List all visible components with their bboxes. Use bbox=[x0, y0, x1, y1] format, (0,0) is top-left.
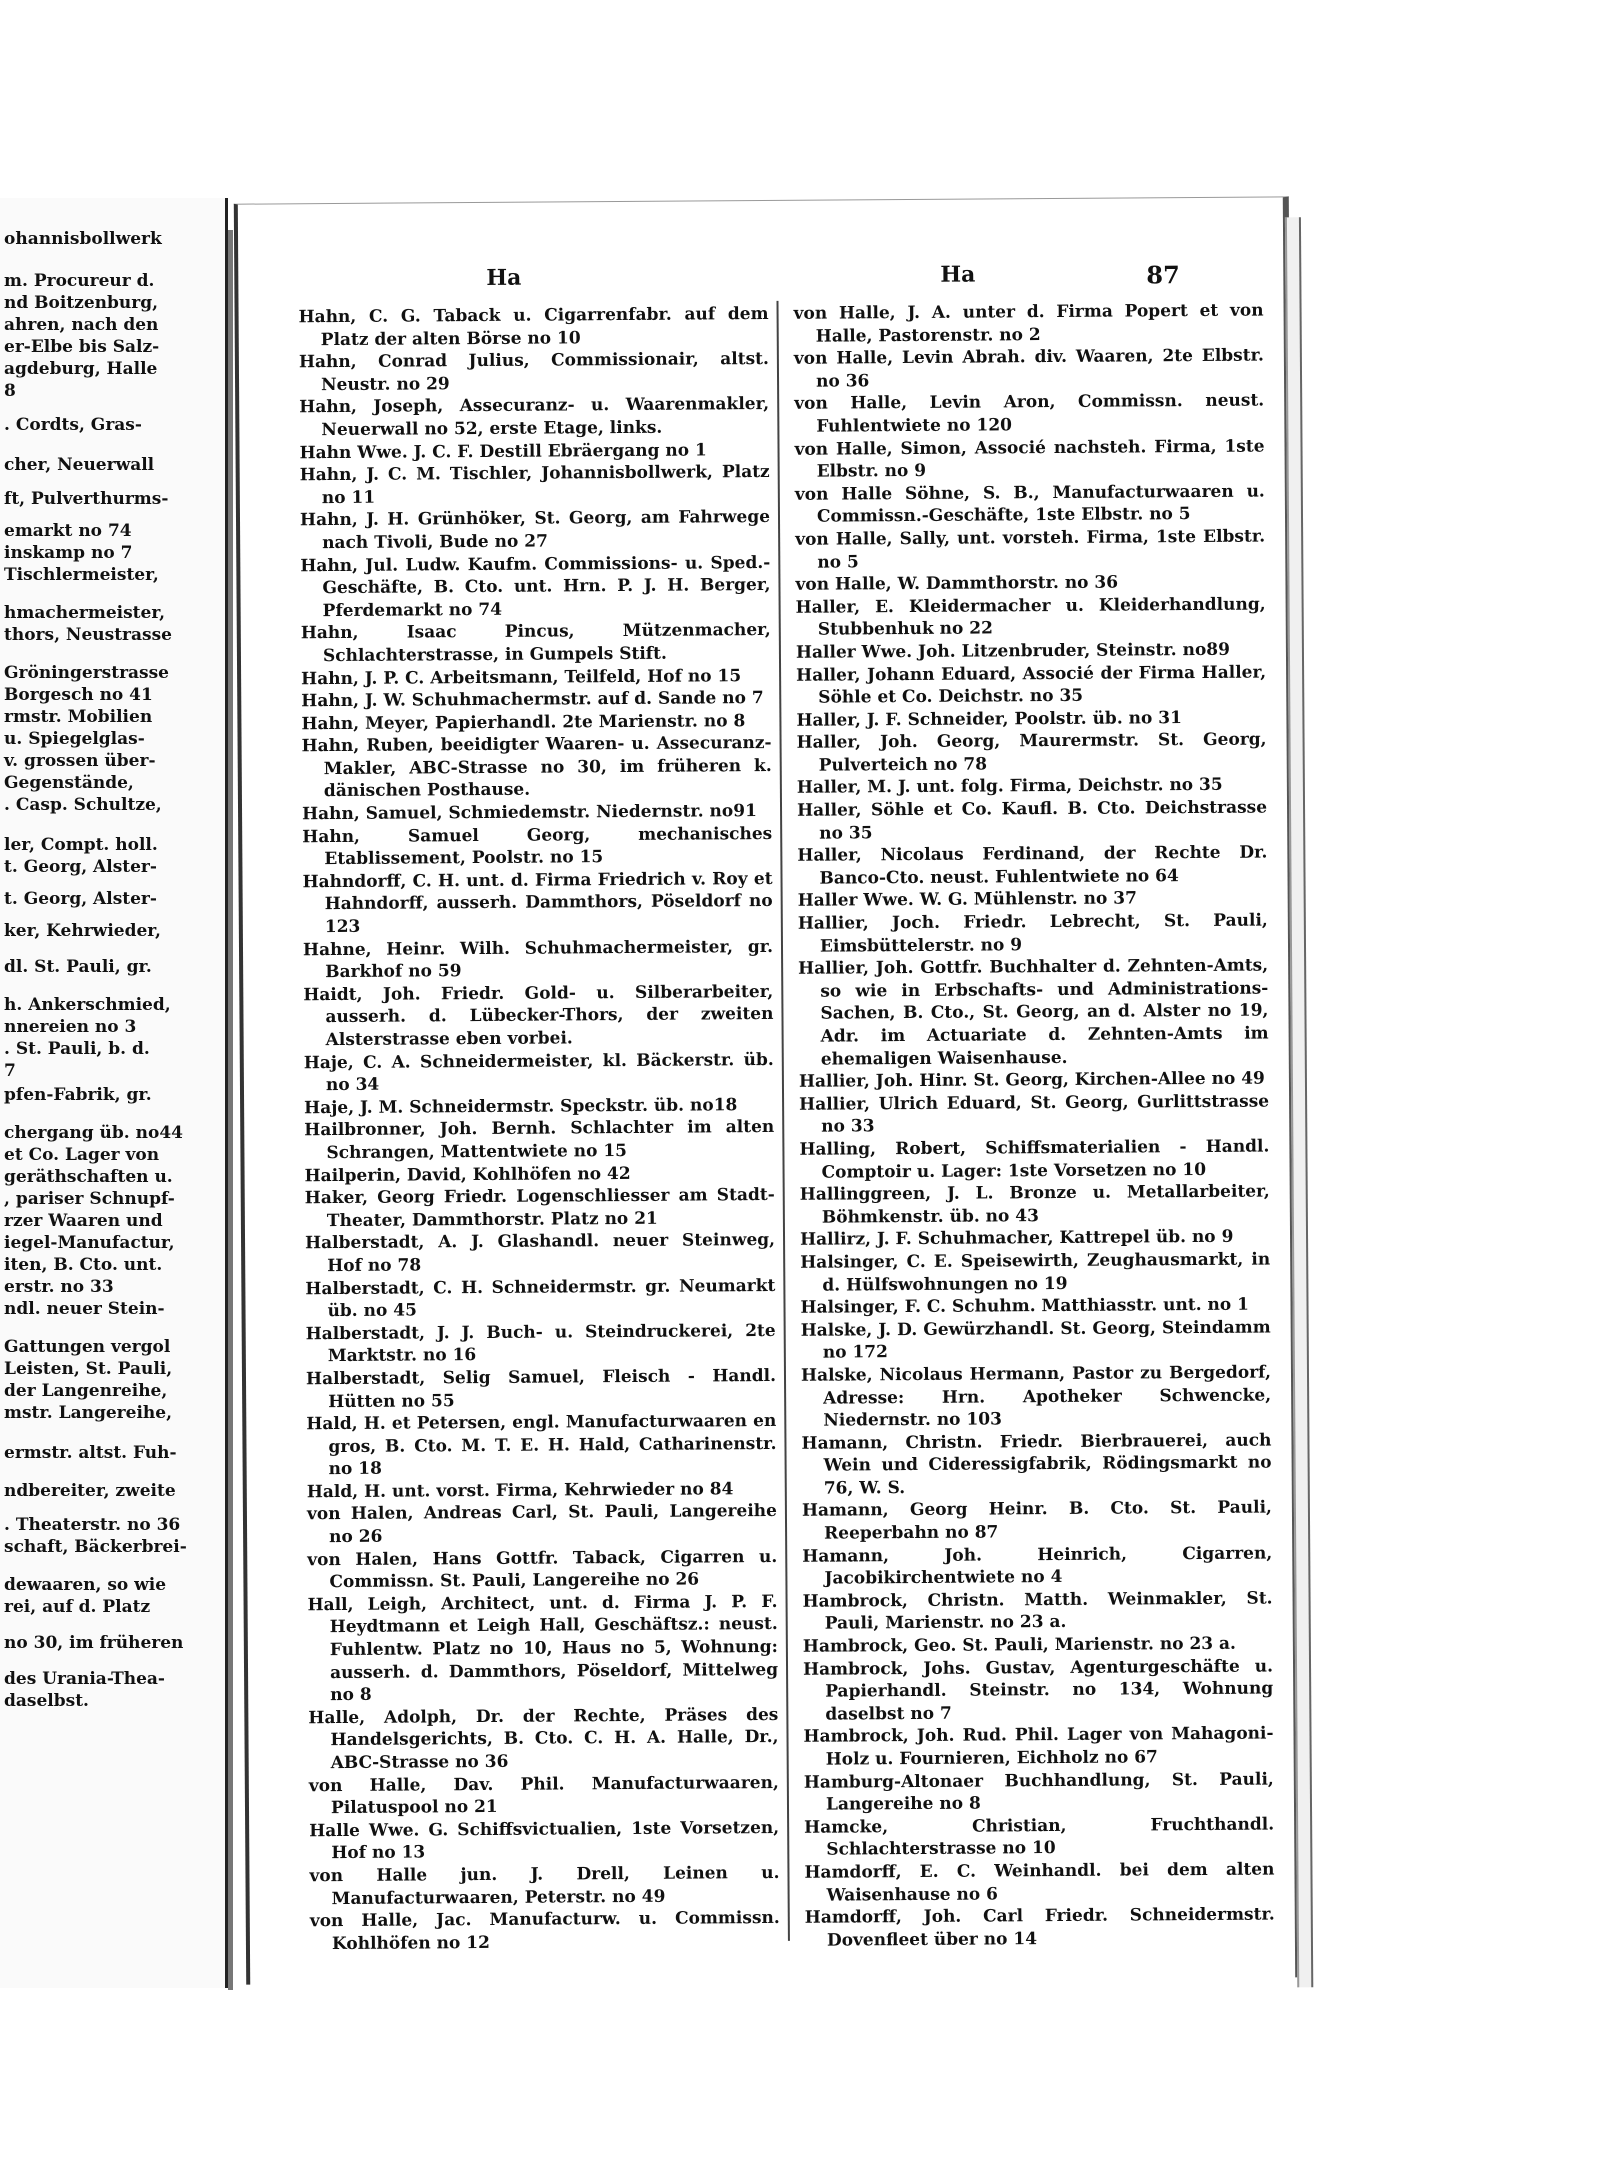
left-page-text-fragment: Tischlermeister, bbox=[4, 565, 159, 585]
directory-entry: Hald, H. unt. vorst. Firma, Kehrwieder no 84 bbox=[306, 1479, 734, 1503]
left-page-text-fragment: t. Georg, Alster- bbox=[4, 857, 157, 877]
left-page-text-fragment: ler, Compt. holl. bbox=[4, 835, 158, 855]
column-divider bbox=[776, 301, 789, 1941]
left-page-text-fragment: dl. St. Pauli, gr. bbox=[4, 957, 152, 977]
left-page-text-fragment: t. Georg, Alster- bbox=[4, 889, 157, 909]
directory-entry: Hamdorff, Joh. Carl Friedr. Schneidermstr. Dovenfleet über no 14 bbox=[804, 1904, 1275, 1951]
directory-entry: Hambrock, Geo. St. Pauli, Marienstr. no 23 a. bbox=[802, 1633, 1237, 1657]
left-page-text-fragment: nd Boitzenburg, bbox=[4, 293, 159, 313]
directory-entry: Hald, H. et Petersen, engl. Manufacturwaaren en gros, B. Cto. M. T. E. H. Hald, Catharinenstr. no 18 bbox=[306, 1411, 777, 1480]
directory-entry: Hamann, Christn. Friedr. Bierbrauerei, auch Wein und Cideressigfabrik, Rödingsmarkt no 76, W. S. bbox=[801, 1430, 1272, 1499]
directory-entry: Hahne, Heinr. Wilh. Schuhmachermeister, gr. Barkhof no 59 bbox=[302, 936, 774, 983]
directory-entry: von Halle Söhne, S. B., Manufacturwaaren u. Commissn.-Geschäfte, 1ste Elbstr. no 5 bbox=[794, 481, 1265, 527]
left-page-text-fragment: schaft, Bäckerbrei- bbox=[4, 1537, 187, 1557]
directory-entry: von Halle, Simon, Associé nachsteh. Firma, 1ste Elbstr. no 9 bbox=[794, 436, 1265, 482]
directory-entry: Hahn, Samuel Georg, mechanisches Etablissement, Poolstr. no 15 bbox=[302, 823, 773, 870]
left-page-text-fragment: geräthschaften u. bbox=[4, 1167, 173, 1187]
left-page-text-fragment: . Casp. Schultze, bbox=[4, 795, 162, 815]
header-left-letters: Ha bbox=[486, 264, 522, 291]
directory-entry: Haller, E. Kleidermacher u. Kleiderhandlung, Stubbenhuk no 22 bbox=[795, 594, 1266, 640]
directory-entry: Hahndorff, C. H. unt. d. Firma Friedrich v. Roy et Hahndorff, ausserh. Dammthors, Pöseldorf no 123 bbox=[302, 868, 773, 938]
left-page-text-fragment: Borgesch no 41 bbox=[4, 685, 153, 705]
directory-entry: Hamburg-Altonaer Buchhandlung, St. Pauli, Langereihe no 8 bbox=[803, 1769, 1274, 1815]
directory-entry: von Halen, Hans Gottfr. Taback, Cigarren u. Commissn. St. Pauli, Langereihe no 26 bbox=[307, 1546, 778, 1593]
directory-entry: Hahn, J. H. Grünhöker, St. Georg, am Fahrwege nach Tivoli, Bude no 27 bbox=[299, 507, 771, 554]
directory-entry: Hahn, Samuel, Schmiedemstr. Niedernstr. no91 bbox=[301, 801, 757, 825]
directory-entry: Hamann, Joh. Heinrich, Cigarren, Jacobikirchentwiete no 4 bbox=[802, 1543, 1273, 1589]
directory-entry: von Halle, Levin Aron, Commissn. neust. Fuhlentwiete no 120 bbox=[794, 390, 1265, 437]
left-page-text-fragment: chergang üb. no44 bbox=[4, 1123, 183, 1143]
right-column bbox=[794, 300, 1276, 1953]
left-page-text-fragment: ndbereiter, zweite bbox=[4, 1481, 176, 1501]
left-page-text-fragment: agdeburg, Halle bbox=[4, 359, 158, 379]
directory-entry: Halberstadt, Selig Samuel, Fleisch - Handl. Hütten no 55 bbox=[305, 1365, 777, 1412]
directory-entry: Halle, Adolph, Dr. der Rechte, Präses des Handelsgerichts, B. Cto. C. H. A. Halle, Dr., ABC-Strasse no 36 bbox=[308, 1704, 779, 1774]
directory-entry: Hailperin, David, Kohlhöfen no 42 bbox=[304, 1163, 631, 1186]
left-page-text-fragment: ndl. neuer Stein- bbox=[4, 1299, 165, 1319]
directory-entry: Halle Wwe. G. Schiffsvictualien, 1ste Vorsetzen, Hof no 13 bbox=[309, 1817, 780, 1864]
directory-entry: Hahn, Conrad Julius, Commissionair, altst. Neustr. no 29 bbox=[298, 349, 769, 395]
left-page-text-fragment: nnereien no 3 bbox=[4, 1017, 137, 1037]
left-page-text-fragment: iten, B. Cto. unt. bbox=[4, 1255, 163, 1275]
directory-entry: Halberstadt, C. H. Schneidermstr. gr. Neumarkt üb. no 45 bbox=[305, 1275, 776, 1322]
left-page-text-fragment: , pariser Schnupf- bbox=[4, 1189, 175, 1209]
directory-entry: Haller, Johann Eduard, Associé der Firma Haller, Söhle et Co. Deichstr. no 35 bbox=[796, 662, 1267, 708]
directory-entry: Haller Wwe. Joh. Litzenbruder, Steinstr. no89 bbox=[795, 639, 1230, 663]
directory-entry: Hahn, C. G. Taback u. Cigarrenfabr. auf dem Platz der alten Börse no 10 bbox=[298, 303, 769, 350]
directory-entry: Hailbronner, Joh. Bernh. Schlachter im alten Schrangen, Mattentwiete no 15 bbox=[304, 1117, 775, 1164]
directory-entry: Hall, Leigh, Architect, unt. d. Firma J. P. F. Heydtmann et Leigh Hall, Geschäftsz.: neust. Fuhlentw. Platz no 10, Haus no 5, Wohnung: ausserh. d. Dammthors, Pöseldorf, Mittelweg no 8 bbox=[307, 1591, 779, 1706]
directory-entry: von Halle, Sally, unt. vorsteh. Firma, 1ste Elbstr. no 5 bbox=[795, 526, 1266, 573]
left-page-text-fragment: daselbst. bbox=[4, 1691, 89, 1711]
left-page-text-fragment: hmachermeister, bbox=[4, 603, 165, 623]
directory-entry: Haje, C. A. Schneidermeister, kl. Bäckerstr. üb. no 34 bbox=[303, 1049, 774, 1096]
directory-entry: Halberstadt, A. J. Glashandl. neuer Steinweg, Hof no 78 bbox=[304, 1230, 776, 1277]
directory-entry: von Halle, Dav. Phil. Manufacturwaaren, Pilatuspool no 21 bbox=[308, 1772, 779, 1819]
directory-entry: Hambrock, Johs. Gustav, Agenturgeschäfte u. Papierhandl. Steinstr. no 134, Wohnung daselbst no 7 bbox=[802, 1656, 1274, 1725]
directory-entry: Haller, Nicolaus Ferdinand, der Rechte Dr. Banco-Cto. neust. Fuhlentwiete no 64 bbox=[797, 842, 1268, 889]
directory-entry: Hahn, Jul. Ludw. Kaufm. Commissions- u. Sped.-Geschäfte, B. Cto. unt. Hrn. P. J. H. Berger, Pferdemarkt no 74 bbox=[300, 552, 771, 621]
left-page-text-fragment: rei, auf d. Platz bbox=[4, 1597, 151, 1617]
left-page-text-fragment: cher, Neuerwall bbox=[4, 455, 155, 475]
left-page-text-fragment: er-Elbe bis Salz- bbox=[4, 337, 160, 357]
left-page-text-fragment: 8 bbox=[4, 381, 16, 401]
left-page-text-fragment: Gattungen vergol bbox=[4, 1337, 171, 1357]
page-number: 87 bbox=[1146, 260, 1180, 290]
left-page-text-fragment: rzer Waaren und bbox=[4, 1211, 163, 1231]
directory-page bbox=[234, 196, 1301, 1984]
left-page-text-fragment: Leisten, St. Pauli, bbox=[4, 1359, 173, 1379]
left-page-text-fragment: des Urania-Thea- bbox=[4, 1669, 165, 1689]
left-page-text-fragment: dewaaren, so wie bbox=[4, 1575, 167, 1595]
directory-entry: Hallier, Ulrich Eduard, St. Georg, Gurlittstrasse no 33 bbox=[799, 1091, 1270, 1138]
directory-entry: Haje, J. M. Schneidermstr. Speckstr. üb. no18 bbox=[304, 1094, 738, 1119]
directory-entry: Hallier, Joch. Friedr. Lebrecht, St. Pauli, Eimsbüttelerstr. no 9 bbox=[797, 910, 1268, 957]
directory-entry: von Halle, W. Dammthorstr. no 36 bbox=[795, 572, 1119, 595]
directory-entry: Hamann, Georg Heinr. B. Cto. St. Pauli, Reeperbahn no 87 bbox=[801, 1497, 1272, 1544]
directory-entry: von Halle, J. A. unter d. Firma Popert et von Halle, Pastorenstr. no 2 bbox=[793, 300, 1264, 347]
left-page-text-fragment: . St. Pauli, b. d. bbox=[4, 1039, 150, 1059]
directory-entry: von Halen, Andreas Carl, St. Pauli, Langereihe no 26 bbox=[306, 1501, 778, 1548]
left-page-fragment bbox=[0, 198, 228, 1988]
directory-entry: Hahn, J. P. C. Arbeitsmann, Teilfeld, Hof no 15 bbox=[301, 665, 742, 689]
left-column bbox=[299, 303, 781, 1956]
directory-entry: von Halle, Levin Abrah. div. Waaren, 2te Elbstr. no 36 bbox=[793, 345, 1264, 392]
directory-entry: Hahn, J. W. Schuhmachermstr. auf d. Sande no 7 bbox=[301, 688, 764, 712]
directory-entry: Halling, Robert, Schiffsmaterialien - Handl. Comptoir u. Lager: 1ste Vorsetzen no 10 bbox=[799, 1136, 1270, 1183]
left-page-text-fragment: 7 bbox=[4, 1061, 16, 1081]
directory-entry: Hahn, Joseph, Assecuranz- u. Waarenmakler, Neuerwall no 52, erste Etage, links. bbox=[299, 394, 770, 441]
directory-entry: Halsinger, F. C. Schuhm. Matthiasstr. unt. no 1 bbox=[800, 1294, 1250, 1318]
left-page-text-fragment: et Co. Lager von bbox=[4, 1145, 160, 1165]
directory-entry: Haller, Joh. Georg, Maurermstr. St. Georg, Pulverteich no 78 bbox=[796, 729, 1267, 776]
left-page-text-fragment: no 30, im früheren bbox=[4, 1633, 184, 1653]
directory-entry: Haidt, Joh. Friedr. Gold- u. Silberarbeiter, ausserh. d. Lübecker-Thors, der zweiten Alsterstrasse eben vorbei. bbox=[303, 981, 774, 1051]
left-page-text-fragment: der Langenreihe, bbox=[4, 1381, 168, 1401]
left-page-text-fragment: iegel-Manufactur, bbox=[4, 1233, 175, 1253]
left-page-text-fragment: emarkt no 74 bbox=[4, 521, 132, 541]
directory-entry: Haller, M. J. unt. folg. Firma, Deichstr. no 35 bbox=[796, 775, 1223, 799]
left-page-text-fragment: u. Spiegelglas- bbox=[4, 729, 145, 749]
left-page-text-fragment: m. Procureur d. bbox=[4, 271, 155, 291]
left-page-text-fragment: . Theaterstr. no 36 bbox=[4, 1515, 181, 1535]
directory-entry: Hahn, J. C. M. Tischler, Johannisbollwerk, Platz no 11 bbox=[299, 462, 770, 508]
directory-entry: von Halle, Jac. Manufacturw. u. Commissn. Kohlhöfen no 12 bbox=[309, 1908, 780, 1954]
left-page-text-fragment: Gegenstände, bbox=[4, 773, 134, 793]
page-gutter bbox=[228, 230, 233, 1990]
left-page-text-fragment: ahren, nach den bbox=[4, 315, 159, 335]
directory-entry: Hambrock, Joh. Rud. Phil. Lager von Mahagoni-Holz u. Fournieren, Eichholz no 67 bbox=[803, 1723, 1274, 1770]
left-page-text-fragment: ft, Pulverthurms- bbox=[4, 489, 169, 509]
directory-entry: Hallirz, J. F. Schuhmacher, Kattrepel üb. no 9 bbox=[799, 1227, 1234, 1251]
directory-entry: Hahn, Meyer, Papierhandl. 2te Marienstr. no 8 bbox=[301, 710, 746, 734]
left-page-text-fragment: erstr. no 33 bbox=[4, 1277, 114, 1297]
directory-entry: Haller, J. F. Schneider, Poolstr. üb. no 31 bbox=[796, 707, 1182, 731]
left-page-text-fragment: ker, Kehrwieder, bbox=[4, 921, 161, 941]
left-page-text-fragment: rmstr. Mobilien bbox=[4, 707, 153, 727]
directory-entry: Haker, Georg Friedr. Logenschliesser am Stadt-Theater, Dammthorstr. Platz no 21 bbox=[304, 1185, 775, 1231]
left-page-text-fragment: v. grossen über- bbox=[4, 751, 156, 771]
directory-entry: Hallinggreen, J. L. Bronze u. Metallarbeiter, Böhmkenstr. üb. no 43 bbox=[799, 1181, 1270, 1228]
directory-entry: Hahn, Isaac Pincus, Mützenmacher, Schlachterstrasse, in Gumpels Stift. bbox=[300, 620, 771, 666]
directory-entry: Haller Wwe. W. G. Mühlenstr. no 37 bbox=[797, 888, 1137, 912]
directory-entry: von Halle jun. J. Drell, Leinen u. Manufacturwaaren, Peterstr. no 49 bbox=[309, 1862, 780, 1909]
directory-entry: Halske, J. D. Gewürzhandl. St. Georg, Steindamm no 172 bbox=[800, 1317, 1271, 1363]
directory-entry: Hallier, Joh. Hinr. St. Georg, Kirchen-Allee no 49 bbox=[798, 1068, 1265, 1092]
left-page-text-fragment: mstr. Langereihe, bbox=[4, 1403, 172, 1423]
left-page-text-fragment: Gröningerstrasse bbox=[4, 663, 170, 683]
directory-entry: Hahn, Ruben, beeidigter Waaren- u. Assecuranz-Makler, ABC-Strasse no 30, im früheren k. dänischen Posthause. bbox=[301, 733, 772, 802]
left-page-text-fragment: thors, Neustrasse bbox=[4, 625, 172, 645]
directory-entry: Halberstadt, J. J. Buch- u. Steindruckerei, 2te Marktstr. no 16 bbox=[305, 1320, 776, 1367]
directory-entry: Hamdorff, E. C. Weinhandl. bei dem alten Waisenhause no 6 bbox=[804, 1859, 1275, 1906]
directory-entry: Halsinger, C. E. Speisewirth, Zeughausmarkt, in d. Hülfswohnungen no 19 bbox=[800, 1249, 1271, 1296]
directory-entry: Halske, Nicolaus Hermann, Pastor zu Bergedorf, Adresse: Hrn. Apotheker Schwencke, Niedernstr. no 103 bbox=[800, 1362, 1272, 1431]
left-page-text-fragment: inskamp no 7 bbox=[4, 543, 133, 563]
directory-entry: Hahn Wwe. J. C. F. Destill Ebräergang no 1 bbox=[299, 439, 707, 463]
left-page-text-fragment: ohannisbollwerk bbox=[4, 229, 162, 249]
left-page-text-fragment: . Cordts, Gras- bbox=[4, 415, 142, 435]
directory-entry: Hambrock, Christn. Matth. Weinmakler, St. Pauli, Marienstr. no 23 a. bbox=[802, 1588, 1273, 1635]
left-page-text-fragment: h. Ankerschmied, bbox=[4, 995, 171, 1015]
page-edge bbox=[1285, 217, 1313, 1987]
header-right-letters: Ha bbox=[940, 261, 976, 288]
directory-entry: Haller, Söhle et Co. Kaufl. B. Cto. Deichstrasse no 35 bbox=[796, 797, 1268, 844]
directory-entry: Hallier, Joh. Gottfr. Buchhalter d. Zehnten-Amts, so wie in Erbschafts- und Administrations-Sachen, B. Cto., St. Georg, an d. Alster no 19, Adr. im Actuariate d. Zehnten-Amts im ehemaligen Waisenhause. bbox=[798, 955, 1269, 1070]
left-page-text-fragment: pfen-Fabrik, gr. bbox=[4, 1085, 152, 1105]
left-page-text-fragment: ermstr. altst. Fuh- bbox=[4, 1443, 177, 1463]
directory-entry: Hamcke, Christian, Fruchthandl. Schlachterstrasse no 10 bbox=[804, 1814, 1275, 1860]
